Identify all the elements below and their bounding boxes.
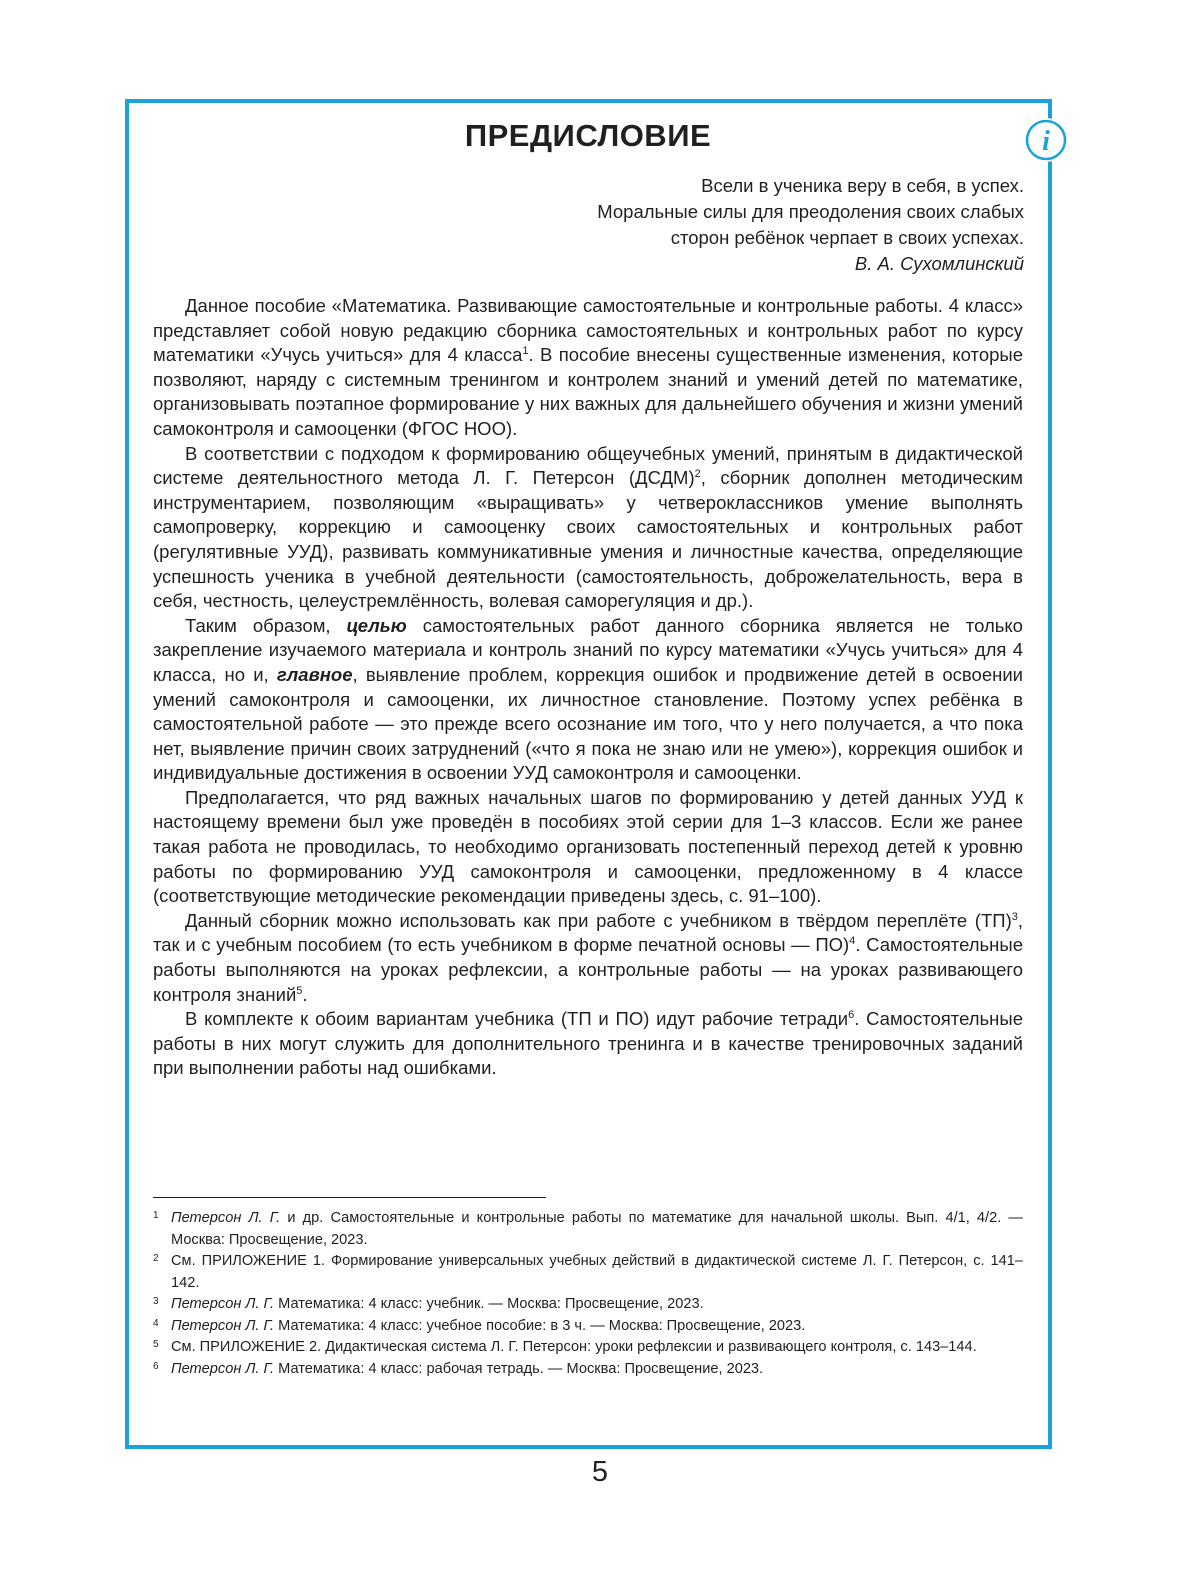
- paragraph: Таким образом, целью самостоятельных работ данного сборника является не только закрепление изучаемого материала и контроль знаний по курсу математики «Учусь учиться» для 4 класса, но и, главное, выявление проблем, коррекция ошибок и продвижение детей в освоении умений самоконтроля и самооценки, их личностное становление. Поэтому успех ребёнка в самостоятельной работе — это прежде всего осознание им того, что у него получается, а что пока нет, выявление причин своих затруднений («что я пока не знаю или не умею»), коррекция ошибок и индивидуальные достижения в освоении УУД самоконтроля и самооценки.: [153, 614, 1023, 784]
- footnote: 3 Петерсон Л. Г. Математика: 4 класс: учебник. — Москва: Просвещение, 2023.: [153, 1296, 704, 1312]
- paragraph: Данное пособие «Математика. Развивающие самостоятельные и контрольные работы. 4 класс» представляет собой новую редакцию сборника самостоятельных и контрольных работ по курсу математики «Учусь учиться» для 4 класса$^1$. В пособие внесены существенные изменения, которые позволяют, наряду с системным тренингом и контролем знаний и умений детей по математике, организовывать поэтапное формирование у них важных для дальнейшего обучения и жизни умений самоконтроля и самооценки (ФГОС НОО).: [153, 295, 1023, 439]
- paragraph: В соответствии с подходом к формированию общеучебных умений, принятым в дидактической системе деятельностного метода Л. Г. Петерсон (ДСДМ)$^2$, сборник дополнен методическим инструментарием, позволяющим «выращивать» у четвероклассников умение выполнять самопроверку, коррекцию и самооценку своих самостоятельных и контрольных работ (регулятивные УУД), развивать коммуникативные умения и личностные качества, определяющие успешность ученика в учебной деятельности (самостоятельность, доброжелательность, вера в себя, честность, целеустремлённость, волевая саморегуляция и др.).: [153, 442, 1024, 612]
- page-number: 5: [591, 1456, 609, 1488]
- info-icon-letter: i: [1042, 126, 1050, 157]
- epigraph-line: Всели в ученика веру в себя, в успех.: [701, 175, 1024, 196]
- paragraph: Данный сборник можно использовать как при работе с учебником в твёрдом переплёте (ТП)$^3$, так и с учебным пособием (то есть учебником в форме печатной основы — ПО)$^4$. Самостоятельные работы выполняются на уроках рефлексии, а контрольные работы — на уроках развивающего контроля знаний$^5$.: [153, 909, 1023, 1005]
- epigraph-line: Моральные силы для преодоления своих слабых: [597, 201, 1024, 222]
- epigraph: [597, 173, 1024, 277]
- body-text: [153, 294, 1023, 1081]
- paragraph: Предполагается, что ряд важных начальных шагов по формированию у детей данных УУД к настоящему времени был уже проведён в пособиях этой серии для 1–3 классов. Если же ранее такая работа не проводилась, то необходимо организовать постепенный переход детей к уровню работы по формированию УУД самоконтроля и самооценки, предложенному в 4 классе (соответствующие методические рекомендации приведены здесь, с. 91–100).: [153, 786, 1023, 907]
- footnotes: [153, 1208, 1023, 1380]
- epigraph-author: В. А. Сухомлинский: [854, 253, 1024, 274]
- emphasis-goal: целью: [346, 614, 407, 636]
- footnote: 6 Петерсон Л. Г. Математика: 4 класс: рабочая тетрадь. — Москва: Просвещение, 2023.: [153, 1360, 764, 1377]
- footnote: 2 См. ПРИЛОЖЕНИЕ 1. Формирование универсальных учебных действий в дидактической системе Л. Г. Петерсон, с. 141–142.: [153, 1253, 1023, 1291]
- footnote: 1 Петерсон Л. Г. и др. Самостоятельные и контрольные работы по математике для начальной школы. Вып. 4/1, 4/2. — Москва: Просвещение, 2023.: [153, 1210, 1023, 1248]
- footnote-divider: [153, 1197, 546, 1198]
- footnote: 4 Петерсон Л. Г. Математика: 4 класс: учебное пособие: в 3 ч. — Москва: Просвещение, 2023.: [153, 1317, 806, 1334]
- paragraph: В комплекте к обоим вариантам учебника (ТП и ПО) идут рабочие тетради$^6$. Самостоятельные работы в них могут служить для дополнительного тренинга и в качестве тренировочных заданий при выполнении работы над ошибками.: [153, 1008, 1023, 1079]
- info-icon: [1024, 118, 1068, 162]
- emphasis-main: главное: [276, 663, 353, 685]
- epigraph-line: сторон ребёнок черпает в своих успехах.: [670, 227, 1024, 248]
- footnote: 5 См. ПРИЛОЖЕНИЕ 2. Дидактическая система Л. Г. Петерсон: уроки рефлексии и развивающего контроля, с. 143–144.: [153, 1339, 977, 1355]
- page-title: ПРЕДИСЛОВИЕ: [464, 118, 712, 153]
